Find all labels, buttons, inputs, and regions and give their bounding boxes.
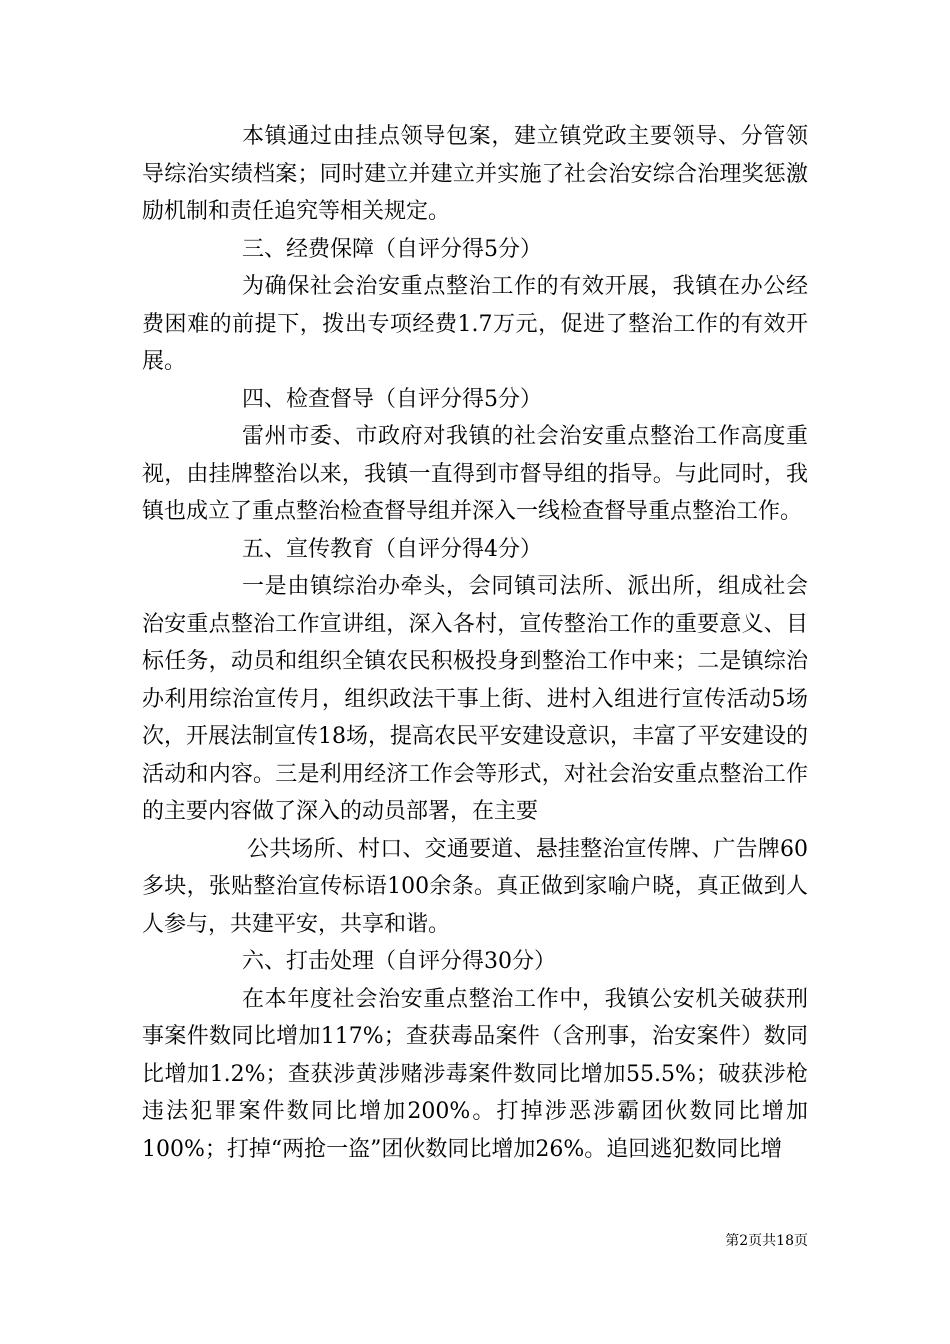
paragraph-publicity: 一是由镇综治办牵头，会同镇司法所、派出所，组成社会治安重点整治工作宣讲组，深入各村，宣传整治工作的重要意义、目标任务，动员和组织全镇农民积极投身到整治工作中来；二是镇综治办利用综治宣传月，组织政法干事上街、进村入组进行宣传活动5场次，开展法制宣传18场，提高农民平安建设意识，丰富了平安建设的活动和内容。三是利用经济工作会等形式，对社会治安重点整治工作的主要内容做了深入的动员部署，在主要 [142, 574, 808, 824]
document-body [142, 118, 808, 1168]
paragraph-publicity-continued: 公共场所、村口、交通要道、悬挂整治宣传牌、广告牌60多块，张贴整治宣传标语100余条。真正做到家喻户晓，真正做到人人参与，共建平安，共享和谐。 [142, 836, 808, 937]
heading-publicity: 五、宣传教育（自评分得4分） [242, 536, 542, 562]
paragraph-funding: 为确保社会治安重点整治工作的有效开展，我镇在办公经费困难的前提下，拨出专项经费1.7万元，促进了整治工作的有效开展。 [142, 274, 808, 374]
heading-funding: 三、经费保障（自评分得5分） [242, 236, 542, 262]
heading-crackdown: 六、打击处理（自评分得30分） [242, 949, 556, 974]
page-number: 第2页共18页 [725, 1233, 808, 1249]
paragraph-responsibility: 本镇通过由挂点领导包案，建立镇党政主要领导、分管领导综治实绩档案；同时建立并建立并实施了社会治安综合治理奖惩激励机制和责任追究等相关规定。 [142, 124, 808, 224]
paragraph-crackdown: 在本年度社会治安重点整治工作中，我镇公安机关破获刑事案件数同比增加117%；查获毒品案件（含刑事，治安案件）数同比增加1.2%；查获涉黄涉赌涉毒案件数同比增加55.5%；破获涉枪违法犯罪案件数同比增加200%。打掉涉恶涉霸团伙数同比增加100%；打掉“两抢一盗”团伙数同比增加26%。追回逃犯数同比增 [142, 986, 808, 1162]
heading-inspection: 四、检查督导（自评分得5分） [242, 386, 542, 412]
paragraph-inspection: 雷州市委、市政府对我镇的社会治安重点整治工作高度重视，由挂牌整治以来，我镇一直得到市督导组的指导。与此同时，我镇也成立了重点整治检查督导组并深入一线检查督导重点整治工作。 [142, 424, 808, 524]
